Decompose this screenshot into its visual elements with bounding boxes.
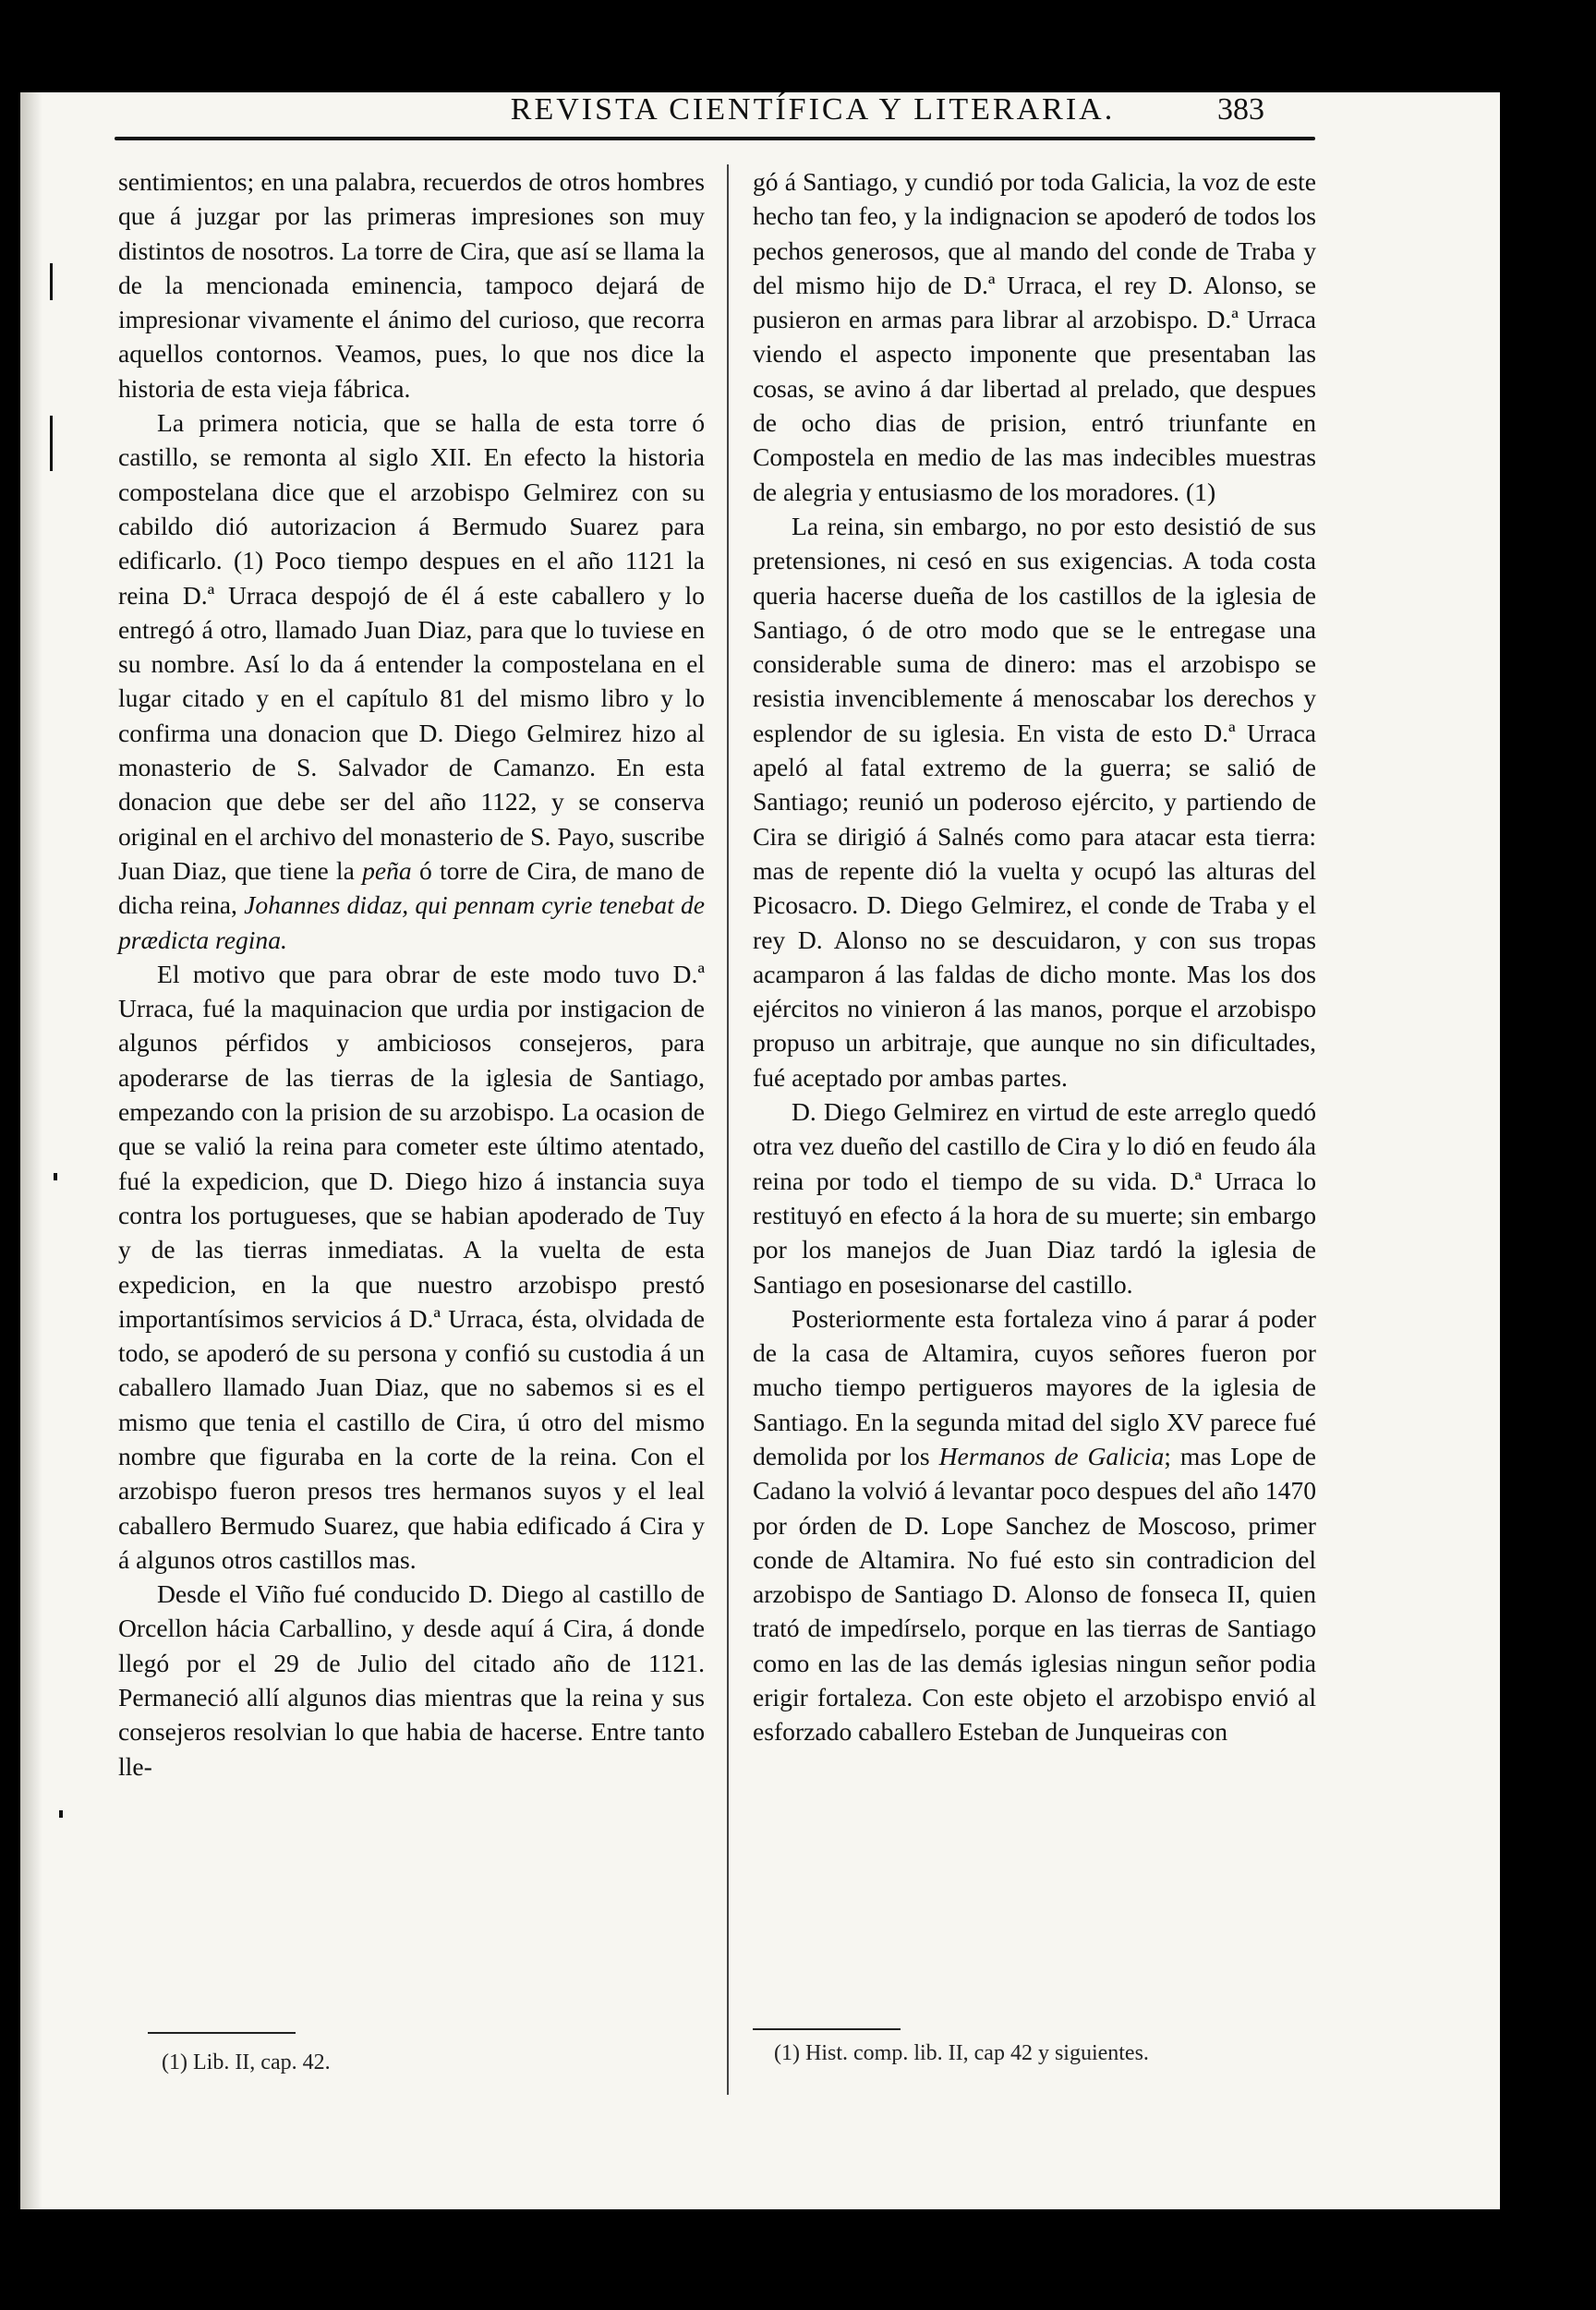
column-divider [727,164,729,2095]
paragraph: La reina, sin embargo, no por esto desistió de sus pretensiones, ni cesó en sus exigencias. A toda costa queria hacerse dueña de los castillos de la iglesia de Santiago, ó de otro modo que se le entregase una considerable suma de dinero: mas el arzobispo se resistia invenciblemente á menoscabar los derechos y esplendor de su iglesia. En vista de esto D.ª Urraca apeló al fatal extremo de la guerra; se salió de Santiago; reunió un poderoso ejército, y partiendo de Cira se dirigió á Salnés como para atacar esta tierra: mas de repente dió la vuelta y ocupó las alturas del Picosacro. D. Diego Gelmirez, el conde de Traba y el rey D. Alonso no se descuidaron, y con sus tropas acamparon á las faldas de dicho monte. Mas los dos ejércitos no vinieron á las manos, porque el arzobispo propuso un arbitraje, que aunque no sin dificultades, fué aceptado por ambas partes. [753,511,1316,1092]
paragraph: sentimientos; en una palabra, recuerdos de otros hombres que á juzgar por las primeras impresiones son muy distintos de nosotros. La torre de Cira, que así se llama la de la mencionada eminencia, tampoco dejará de impresionar vivamente el ánimo del curioso, que recorra aquellos contornos. Veamos, pues, lo que nos dice la historia de esta vieja fábrica. [118,167,705,403]
paragraph: Desde el Viño fué conducido D. Diego al castillo de Orcellon hácia Carballino, y desde aquí á Cira, á donde llegó por el 29 de Julio del citado año de 1121. Permaneció allí algunos dias mientras que la reina y sus consejeros resolvian lo que habia de hacerse. Entre tanto lle- [118,1579,705,1781]
page-number: 383 [1217,92,1264,127]
paragraph: El motivo que para obrar de este modo tuvo D.ª Urraca, fué la maquinacion que urdia por instigacion de algunos pérfidos y ambiciosos consejeros, para apoderarse de las tierras de la iglesia de Santiago, empezando con la prision de su arzobispo. La ocasion de que se valió la reina para cometer este último atentado, fué la expedicion, que D. Diego hizo á instancia suya contra los portugueses, que se habian apoderado de Tuy y de las tierras inmediatas. A la vuelta de esta expedicion, en la que nuestro arzobispo prestó importantísimos servicios á D.ª Urraca, ésta, olvidada de todo, se apoderó de su persona y confió su custodia á un caballero llamado Juan Diaz, que no sabemos si es el mismo que tenia el castillo de Cira, ú otro del mismo nombre que figuraba en la corte de la reina. Con el arzobispo fueron presos tres hermanos suyos y el leal caballero Bermudo Suarez, que habia edificado á Cira y á algunos otros castillos mas. [118,959,705,1574]
margin-mark [50,263,53,300]
paragraph-text: ; mas Lope de Cadano la volvió á levantar poco despues del año 1470 por órden de D. Lope Sanchez de Moscoso, primer conde de Altamira. No fué esto sin contradicion del arzobispo de Santiago D. Alonso de fonseca II, quien trató de impedírselo, porque en las tierras de Santiago como en las de las demás iglesias ningun señor podia erigir fortaleza. Con este objeto el arzobispo envió al esforzado caballero Esteban de Junqueiras con [753,1441,1316,1747]
right-column [753,164,1316,1749]
footnote: (1) Lib. II, cap. 42. [162,2050,331,2074]
paragraph: D. Diego Gelmirez en virtud de este arreglo quedó otra vez dueño del castillo de Cira y lo dió en feudo ála reina por todo el tiempo de su vida. D.ª Urraca lo restituyó en efecto á la hora de su muerte; sin embargo por los manejos de Juan Diaz tardó la iglesia de Santiago en posesionarse del castillo. [753,1097,1316,1299]
margin-mark [54,1173,57,1180]
margin-mark [59,1810,63,1818]
footnote: (1) Hist. comp. lib. II, cap 42 y siguientes. [774,2041,1149,2065]
running-header: REVISTA CIENTÍFICA Y LITERARIA. [510,92,1116,127]
paragraph-text: La primera noticia, que se halla de esta torre ó castillo, se remonta al siglo XII. En efecto la historia compostelana dice que el arzobispo Gelmirez con su cabildo dió autorizacion á Bermudo Suarez para edificarlo. (1) Poco tiempo despues en el año 1121 la reina D.ª Urraca despojó de él á este caballero y lo entregó á otro, llamado Juan Diaz, para que lo tuviese en su nombre. Así lo da á entender la compostelana en el lugar citado y en el capítulo 81 del mismo libro y lo confirma una donacion que D. Diego Gelmirez hizo al monasterio de S. Salvador de Camanzo. En esta donacion que debe ser del año 1122, y se conserva original en el archivo del monasterio de S. Payo, suscribe Juan Diaz, que tiene la [118,408,705,885]
italic-term: Hermanos de Galicia [938,1441,1165,1470]
paragraph-text: ó torre de Cira, de mano de dicha reina, [118,855,705,920]
header-rule [115,137,1315,140]
italic-term: peña [362,855,412,885]
page-edge-shadow [20,92,42,2209]
paragraph: gó á Santiago, y cundió por toda Galicia, la voz de este hecho tan feo, y la indignacion se apoderó de todos los pechos generosos, que al mando del conde de Traba y del mismo hijo de D.ª Urraca, el rey D. Alonso, se pusieron en armas para librar al arzobispo. D.ª Urraca viendo el aspecto imponente que presentaban las cosas, se avino á dar libertad al prelado, que despues de ocho dias de prision, entró triunfante en Compostela en medio de las mas indecibles muestras de alegria y entusiasmo de los moradores. (1) [753,167,1316,506]
paragraph [753,1301,1316,1749]
margin-mark [50,416,53,471]
paragraph-text: Posteriormente esta fortaleza vino á parar á poder de la casa de Altamira, cuyos señores fueron por mucho tiempo pertigueros mayores de la iglesia de Santiago. En la segunda mitad del siglo XV parece fué demolida por los [753,1303,1316,1470]
latin-quote: Johannes didaz, qui pennam cyrie tenebat de prædicta regina. [118,890,705,954]
footnote-rule [753,2028,901,2030]
paragraph [118,405,705,957]
footnote-rule [148,2032,296,2034]
left-column [118,164,705,1784]
